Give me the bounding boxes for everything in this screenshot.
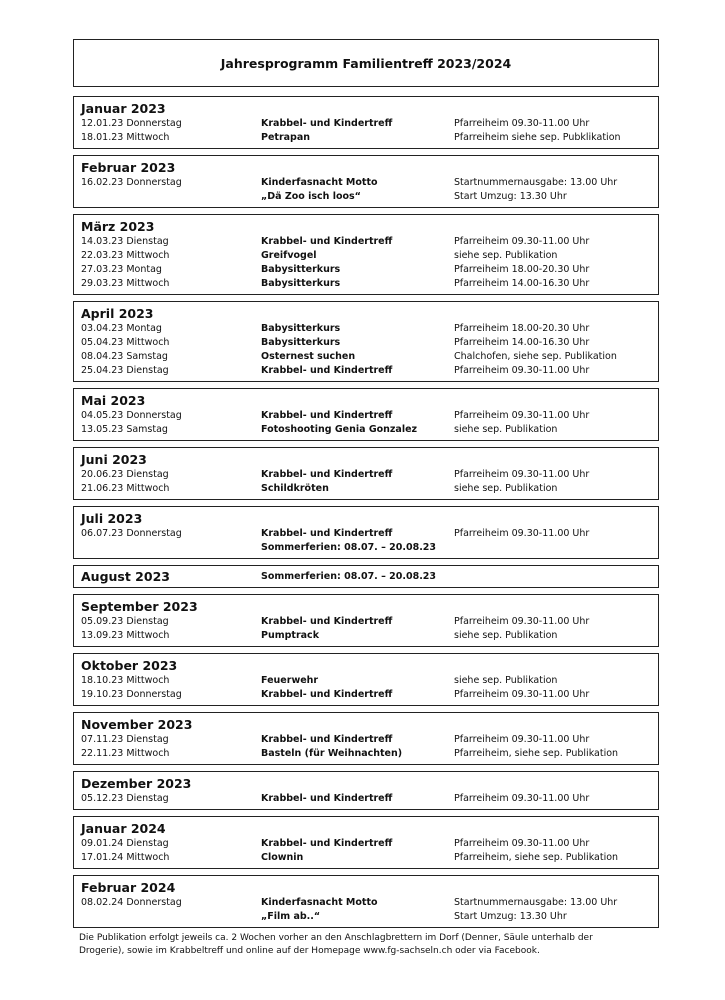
event-row (81, 527, 652, 541)
event-row (81, 131, 652, 145)
event-location: Start Umzug: 13.30 Uhr (454, 911, 567, 922)
event-name: Osternest suchen (261, 351, 356, 362)
event-name: Greifvogel (261, 250, 317, 261)
event-location: Startnummernausgabe: 13.00 Uhr (454, 177, 618, 188)
month-section (73, 712, 659, 765)
event-date: 08.02.24 Donnerstag (81, 897, 182, 908)
event-date: 09.01.24 Dienstag (81, 838, 169, 849)
month-section (73, 301, 659, 382)
event-date: 06.07.23 Donnerstag (81, 528, 182, 539)
event-location: Startnummernausgabe: 13.00 Uhr (454, 897, 618, 908)
month-title: August 2023 (81, 569, 170, 584)
event-date: 25.04.23 Dienstag (81, 365, 169, 376)
event-date (81, 910, 261, 924)
document-title: Jahresprogramm Familientreff 2023/2024 (220, 55, 512, 71)
event-date: 22.11.23 Mittwoch (81, 748, 170, 759)
event-date: 16.02.23 Donnerstag (81, 177, 182, 188)
footer-note (73, 932, 659, 958)
event-row (81, 423, 652, 437)
event-location: Pfarreiheim 09.30-11.00 Uhr (454, 616, 590, 627)
month-title: November 2023 (81, 717, 193, 732)
event-name: Krabbel- und Kindertreff (261, 734, 393, 745)
event-row (81, 322, 652, 336)
event-date: 13.09.23 Mittwoch (81, 630, 170, 641)
event-date: 29.03.23 Mittwoch (81, 278, 170, 289)
event-date: 27.03.23 Montag (81, 264, 162, 275)
event-row (81, 176, 652, 190)
month-section (73, 96, 659, 149)
event-date: 19.10.23 Donnerstag (81, 689, 182, 700)
event-location: Pfarreiheim 09.30-11.00 Uhr (454, 793, 590, 804)
event-row (81, 910, 652, 924)
event-name: Krabbel- und Kindertreff (261, 236, 393, 247)
event-location (454, 541, 652, 555)
month-section (73, 155, 659, 208)
month-title: Oktober 2023 (81, 658, 178, 673)
event-location: siehe sep. Publikation (454, 675, 558, 686)
month-section (73, 388, 659, 441)
event-row (81, 615, 652, 629)
event-location: Pfarreiheim 09.30-11.00 Uhr (454, 838, 590, 849)
event-row (81, 263, 652, 277)
event-name: Clownin (261, 852, 304, 863)
event-date (81, 541, 261, 555)
event-date: 07.11.23 Dienstag (81, 734, 169, 745)
event-row (81, 629, 652, 643)
event-location: siehe sep. Publikation (454, 424, 558, 435)
month-section (73, 565, 659, 588)
event-location: Pfarreiheim 14.00-16.30 Uhr (454, 278, 590, 289)
event-location: Pfarreiheim 09.30-11.00 Uhr (454, 528, 590, 539)
month-title: Februar 2024 (81, 880, 176, 895)
month-section (73, 447, 659, 500)
footer-line: Drogerie), sowie im Krabbeltreff und online auf der Homepage www.fg-sachseln.ch oder via Facebook. (79, 946, 540, 956)
event-name: Kinderfasnacht Motto (261, 177, 378, 188)
event-date: 12.01.23 Donnerstag (81, 118, 182, 129)
month-title: März 2023 (81, 219, 155, 234)
footer-line: Die Publikation erfolgt jeweils ca. 2 Wochen vorher an den Anschlagbrettern im Dorf (Denner, Säule unterhalb der (79, 933, 593, 943)
event-row (81, 409, 652, 423)
event-location: Chalchofen, siehe sep. Publikation (454, 351, 617, 362)
month-title: Februar 2023 (81, 160, 176, 175)
month-section (73, 653, 659, 706)
event-location: Pfarreiheim 09.30-11.00 Uhr (454, 410, 590, 421)
event-row (81, 249, 652, 263)
event-row (81, 482, 652, 496)
event-name: Krabbel- und Kindertreff (261, 469, 393, 480)
month-note: Sommerferien: 08.07. – 20.08.23 (261, 571, 437, 582)
month-list (73, 96, 659, 928)
event-date: 22.03.23 Mittwoch (81, 250, 170, 261)
program-page (73, 39, 659, 958)
month-section (73, 875, 659, 928)
event-row (81, 336, 652, 350)
event-name: Feuerwehr (261, 675, 319, 686)
month-title: Dezember 2023 (81, 776, 192, 791)
event-name: Pumptrack (261, 630, 320, 641)
month-section (73, 506, 659, 559)
event-location: Pfarreiheim 09.30-11.00 Uhr (454, 734, 590, 745)
event-row (81, 190, 652, 204)
event-row (81, 117, 652, 131)
event-date: 03.04.23 Montag (81, 323, 162, 334)
event-row (81, 851, 652, 865)
document-title-box (73, 39, 659, 87)
event-name: Krabbel- und Kindertreff (261, 793, 393, 804)
month-title: Januar 2024 (81, 821, 166, 836)
event-date: 21.06.23 Mittwoch (81, 483, 170, 494)
event-location: Pfarreiheim 09.30-11.00 Uhr (454, 365, 590, 376)
event-row (81, 674, 652, 688)
month-title: Juli 2023 (81, 511, 143, 526)
event-name: Babysitterkurs (261, 337, 341, 348)
event-location: Pfarreiheim 09.30-11.00 Uhr (454, 236, 590, 247)
event-location: Start Umzug: 13.30 Uhr (454, 191, 567, 202)
event-name: Petrapan (261, 132, 311, 143)
event-row (81, 747, 652, 761)
month-section (73, 214, 659, 295)
event-name: Krabbel- und Kindertreff (261, 689, 393, 700)
event-date (81, 190, 261, 204)
event-location: siehe sep. Publikation (454, 250, 558, 261)
event-row (81, 896, 652, 910)
event-name: Krabbel- und Kindertreff (261, 410, 393, 421)
event-name: Krabbel- und Kindertreff (261, 838, 393, 849)
event-row (81, 350, 652, 364)
event-date: 18.01.23 Mittwoch (81, 132, 170, 143)
month-title: April 2023 (81, 306, 154, 321)
event-location: Pfarreiheim 09.30-11.00 Uhr (454, 118, 590, 129)
event-name: Krabbel- und Kindertreff (261, 118, 393, 129)
event-row (81, 364, 652, 378)
event-name: Kinderfasnacht Motto (261, 897, 378, 908)
event-date: 20.06.23 Dienstag (81, 469, 169, 480)
event-name: Babysitterkurs (261, 323, 341, 334)
event-location: Pfarreiheim, siehe sep. Publikation (454, 748, 619, 759)
event-name: Krabbel- und Kindertreff (261, 365, 393, 376)
event-row (81, 688, 652, 702)
month-section (73, 816, 659, 869)
event-row (81, 468, 652, 482)
event-date: 08.04.23 Samstag (81, 351, 168, 362)
event-date: 05.12.23 Dienstag (81, 793, 169, 804)
event-location: siehe sep. Publikation (454, 630, 558, 641)
event-date: 17.01.24 Mittwoch (81, 852, 170, 863)
event-name: Fotoshooting Genia Gonzalez (261, 424, 418, 435)
event-name: Sommerferien: 08.07. – 20.08.23 (261, 542, 437, 553)
event-name: „Film ab..“ (261, 911, 321, 922)
event-name: Babysitterkurs (261, 264, 341, 275)
event-name: Babysitterkurs (261, 278, 341, 289)
month-title: Juni 2023 (81, 452, 147, 467)
event-location: Pfarreiheim 18.00-20.30 Uhr (454, 323, 590, 334)
event-location: Pfarreiheim 09.30-11.00 Uhr (454, 689, 590, 700)
event-row (81, 792, 652, 806)
event-name: Schildkröten (261, 483, 329, 494)
event-location: siehe sep. Publikation (454, 483, 558, 494)
event-date: 18.10.23 Mittwoch (81, 675, 170, 686)
event-date: 13.05.23 Samstag (81, 424, 168, 435)
event-location: Pfarreiheim siehe sep. Pubklikation (454, 132, 621, 143)
event-row (81, 235, 652, 249)
event-date: 14.03.23 Dienstag (81, 236, 169, 247)
event-location: Pfarreiheim, siehe sep. Publikation (454, 852, 619, 863)
event-row (81, 837, 652, 851)
month-title: Januar 2023 (81, 101, 166, 116)
event-name: „Dä Zoo isch loos“ (261, 191, 361, 202)
event-row (81, 541, 652, 555)
event-name: Basteln (für Weihnachten) (261, 748, 403, 759)
month-title: Mai 2023 (81, 393, 146, 408)
event-row (81, 733, 652, 747)
event-location: Pfarreiheim 09.30-11.00 Uhr (454, 469, 590, 480)
month-section (73, 771, 659, 810)
event-row (81, 277, 652, 291)
event-location: Pfarreiheim 14.00-16.30 Uhr (454, 337, 590, 348)
event-name: Krabbel- und Kindertreff (261, 528, 393, 539)
event-date: 04.05.23 Donnerstag (81, 410, 182, 421)
event-name: Krabbel- und Kindertreff (261, 616, 393, 627)
month-title: September 2023 (81, 599, 198, 614)
event-date: 05.04.23 Mittwoch (81, 337, 170, 348)
month-section (73, 594, 659, 647)
event-location: Pfarreiheim 18.00-20.30 Uhr (454, 264, 590, 275)
event-date: 05.09.23 Dienstag (81, 616, 169, 627)
